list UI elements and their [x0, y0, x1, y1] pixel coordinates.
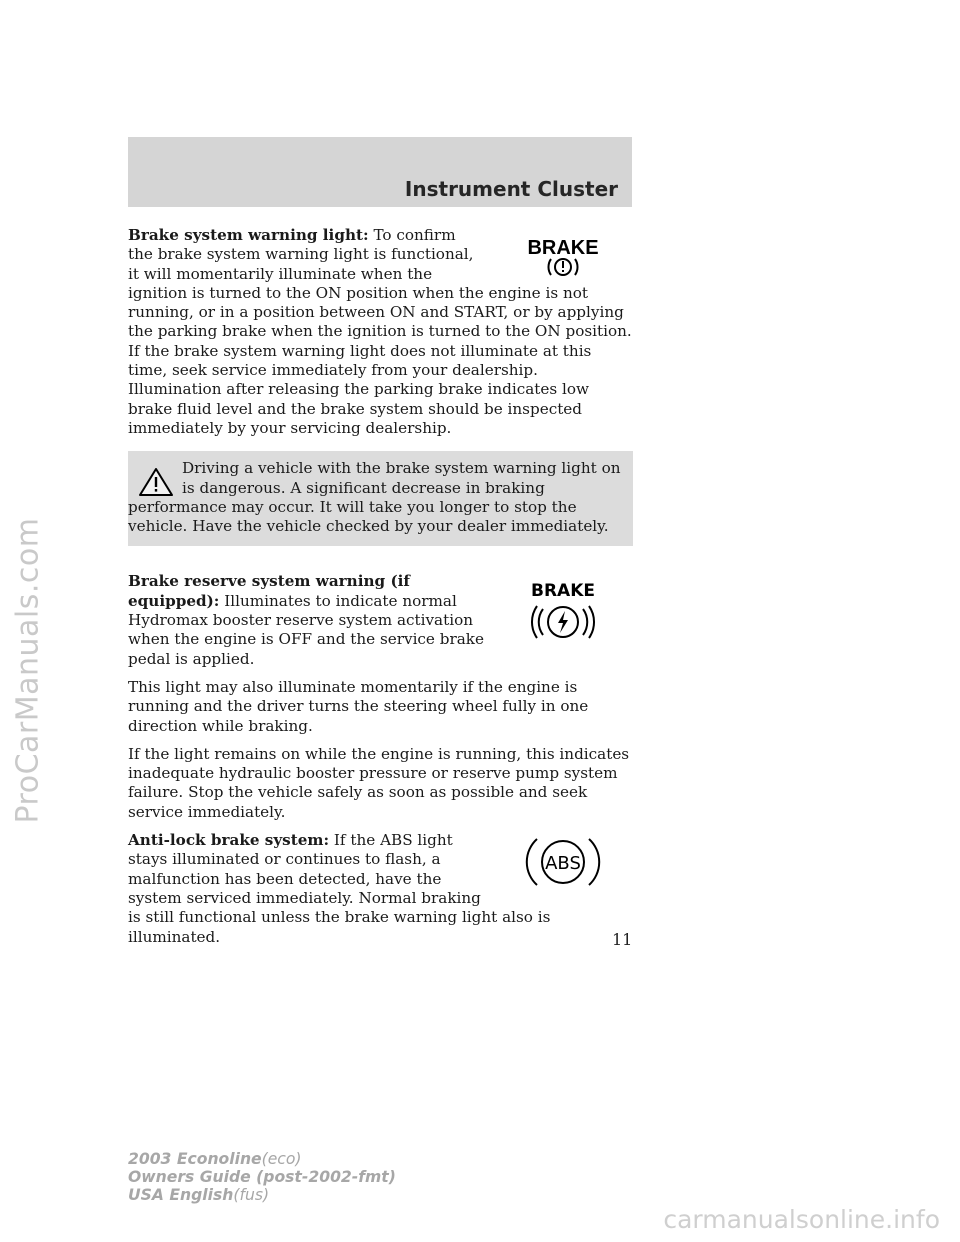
brake-warning-light-icon: [493, 232, 633, 282]
page-number: 11: [612, 930, 633, 949]
brake-warning-heading: Brake system warning light:: [128, 226, 369, 244]
footer-model: 2003 Econoline: [128, 1150, 262, 1168]
abs-text: If the ABS light stays illuminated or continues to flash, a malfunction has been detected, have the system serviced immediately. Normal braking is still functional unless the brake warning light also is illuminated.: [128, 831, 551, 946]
footer: [128, 1150, 396, 1204]
brake-warning-text: To confirm the brake system warning light is functional, it will momentarily illuminate when the ignition is turned to the ON position when the engine is not running, or in a position between ON and START, or by applying the parking brake when the ignition is turned to the ON position. If the brake system warning light does not illuminate at this time, seek service immediately from your dealership. Illumination after releasing the parking brake indicates low brake fluid level and the brake system should be inspected immediately by your servicing dealership.: [128, 226, 632, 437]
warning-callout: [128, 451, 633, 546]
footer-guide: Owners Guide (post-2002-fmt): [128, 1168, 396, 1186]
side-watermark-text: ProCarManuals.com: [10, 516, 46, 824]
footer-language: USA English: [128, 1186, 234, 1204]
abs-light-icon: [493, 829, 633, 895]
brake-reserve-light-icon: [493, 576, 633, 646]
abs-heading: Anti-lock brake system:: [128, 831, 330, 850]
warning-text: Driving a vehicle with the brake system warning light on is dangerous. A significant decrease in braking performance may occur. It will take you longer to stop the vehicle. Have the vehicle checked by your dealer immediately.: [128, 459, 621, 536]
footer-model-code: (eco): [261, 1150, 302, 1168]
section-header: [128, 137, 632, 207]
main-content: [128, 226, 633, 956]
brake-reserve-icon-label: BRAKE: [531, 581, 595, 602]
footer-language-code: (fus): [233, 1186, 270, 1204]
brake-icon-label: BRAKE: [527, 237, 599, 259]
page-title: Instrument Cluster: [404, 177, 618, 201]
brake-reserve-text: Illuminates to indicate normal Hydromax booster reserve system activation when the engine is OFF and the service brake pedal is applied.: [128, 591, 484, 668]
abs-icon-label: ABS: [545, 853, 581, 875]
brake-reserve-paragraph-3: If the light remains on while the engine is running, this indicates inadequate hydraulic booster pressure or reserve pump system failure. Stop the vehicle safely as soon as possible and seek service immediately.: [128, 744, 630, 821]
brake-reserve-paragraph: [128, 572, 633, 668]
warning-triangle-icon: [138, 467, 174, 497]
brake-warning-paragraph: [128, 226, 633, 438]
abs-paragraph: [128, 831, 633, 947]
side-watermark: [4, 220, 52, 1120]
brake-reserve-paragraph-2: This light may also illuminate momentarily if the engine is running and the driver turns the steering wheel fully in one direction while braking.: [128, 677, 589, 735]
bottom-watermark: carmanualsonline.info: [663, 1205, 940, 1234]
brake-reserve-heading: Brake reserve system warning (if equipped):: [128, 572, 410, 610]
